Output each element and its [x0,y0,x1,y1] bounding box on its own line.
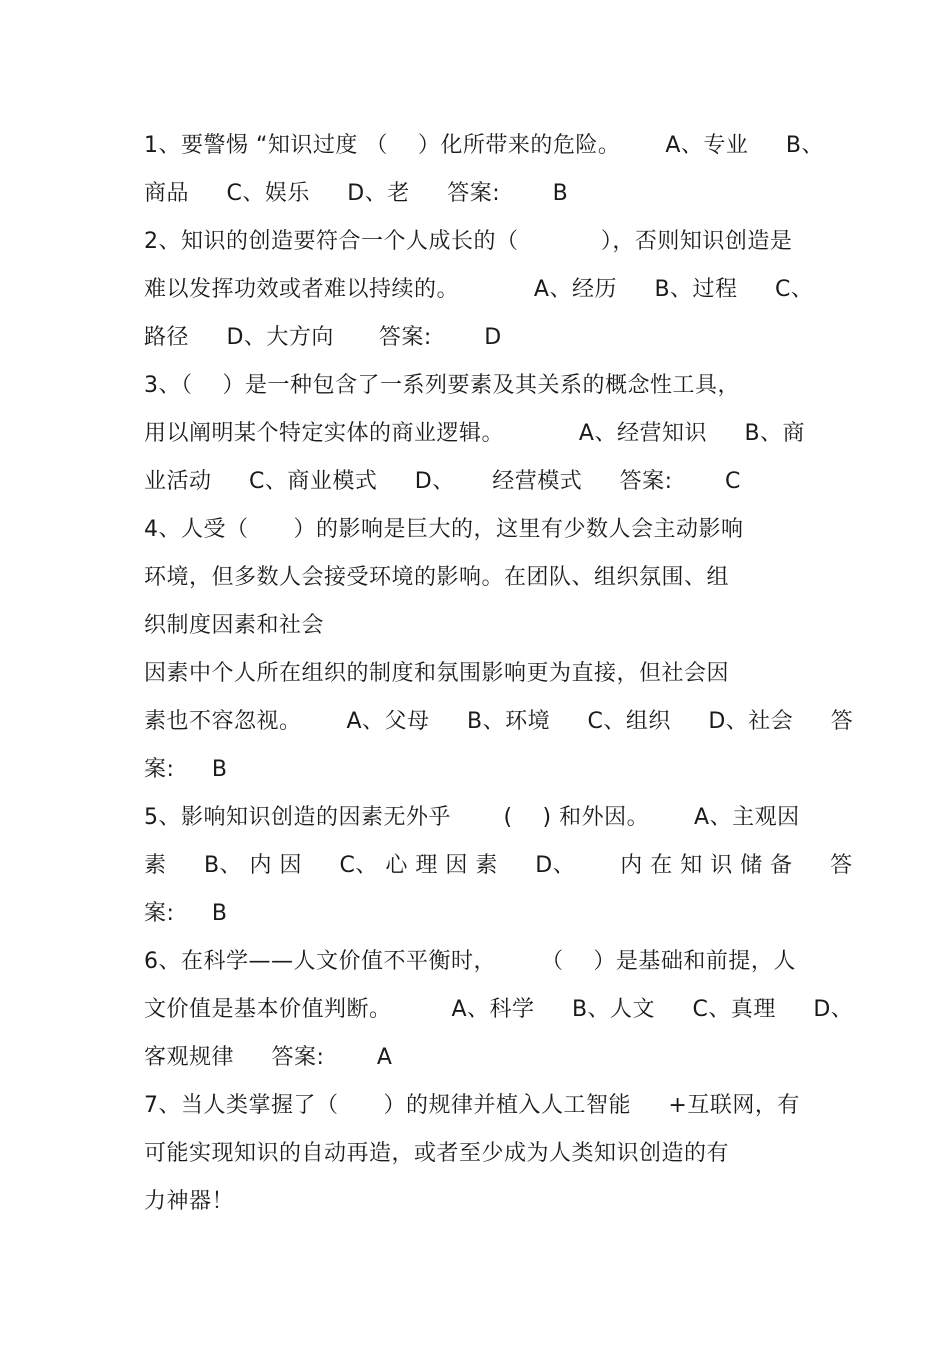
question-5-line-2: 素 B、 内 因 C、 心 理 因 素 D、 内 在 知 识 储 备 答 [144,853,853,878]
question-2-line-1: 2、知识的创造要符合一个人成长的（ ），否则知识创造是 [144,229,793,254]
question-4-line-3: 织制度因素和社会 [144,613,325,638]
question-5-line-1: 5、影响知识创造的因素无外乎 ( ) 和外因。 A、主观因 [144,805,800,830]
question-1-line-1: 1、要警惕 “知识过度 （ ）化所带来的危险。 A、专业 B、 [144,133,824,158]
question-6-line-3: 客观规律 答案: A [144,1045,393,1070]
question-3-line-3: 业活动 C、商业模式 D、 经营模式 答案: C [144,469,741,494]
question-3-line-2: 用以阐明某个特定实体的商业逻辑。 A、经营知识 B、商 [144,421,806,446]
question-4-line-6: 案: B [144,757,228,782]
question-7-line-3: 力神器！ [144,1189,235,1214]
question-4-line-2: 环境，但多数人会接受环境的影响。在团队、组织氛围、组 [144,565,730,590]
question-7-line-1: 7、当人类掌握了（ ）的规律并植入人工智能 +互联网，有 [144,1093,800,1118]
question-3-line-1: 3、（ ）是一种包含了一系列要素及其关系的概念性工具， [144,373,740,398]
question-4-line-4: 因素中个人所在组织的制度和氛围影响更为直接，但社会因 [144,661,730,686]
question-6-line-2: 文价值是基本价值判断。 A、科学 B、人文 C、真理 D、 [144,997,854,1022]
question-4-line-1: 4、人受（ ）的影响是巨大的，这里有少数人会主动影响 [144,517,744,542]
question-7-line-2: 可能实现知识的自动再造，或者至少成为人类知识创造的有 [144,1141,730,1166]
question-2-line-2: 难以发挥功效或者难以持续的。 A、经历 B、过程 C、 [144,277,814,302]
question-4-line-5: 素也不容忽视。 A、父母 B、环境 C、组织 D、社会 答 [144,709,854,734]
question-2-line-3: 路径 D、大方向 答案: D [144,325,502,350]
question-1-line-2: 商品 C、娱乐 D、老 答案: B [144,181,569,206]
question-5-line-3: 案: B [144,901,228,926]
question-6-line-1: 6、在科学——人文价值不平衡时， （ ）是基础和前提，人 [144,949,796,974]
